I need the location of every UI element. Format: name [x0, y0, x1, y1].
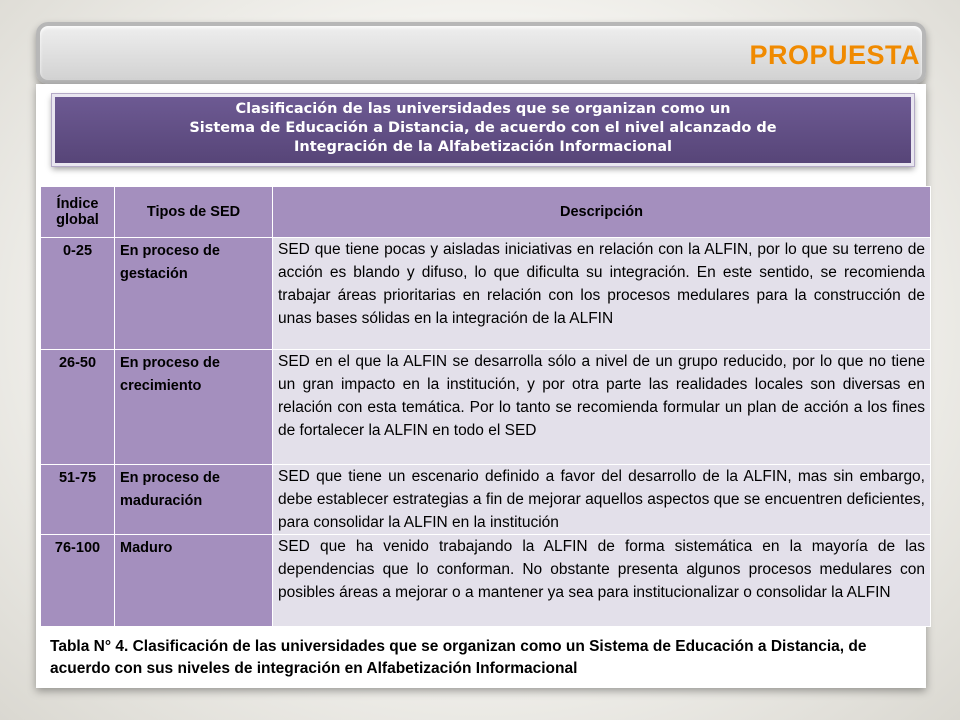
subtitle-line: Clasificación de las universidades que se organizan como un [235, 101, 731, 117]
row-index: 51-75 [41, 465, 115, 535]
header-type: Tipos de SED [115, 187, 273, 238]
row-description: SED que tiene pocas y aisladas iniciativas en relación con la ALFIN, por lo que su terreno de acción es blando y difuso, lo que dificulta su integración. En este sentido, se recomienda trabajar áreas prioritarias en relación con los procesos medulares para la construcción de unas bases sólidas en la integración de la ALFIN [273, 238, 931, 350]
subtitle-line: Integración de la Alfabetización Informacional [294, 139, 672, 155]
row-type: En proceso de crecimiento [115, 350, 273, 465]
row-type: En proceso de maduración [115, 465, 273, 535]
row-description: SED en el que la ALFIN se desarrolla sólo a nivel de un grupo reducido, por lo que no tiene un gran impacto en la institución, y por otra parte las realidades locales son diversas en relación con esta temática. Por lo tanto se recomienda formular un plan de acción a los fines de fortalecer la ALFIN en todo el SED [273, 350, 931, 465]
table-header-row [41, 187, 931, 238]
row-index: 76-100 [41, 535, 115, 627]
row-description: SED que ha venido trabajando la ALFIN de forma sistemática en la mayoría de las dependencias que lo conforman. No obstante presenta algunos procesos medulares con posibles áreas a mejorar o a mantener ya sea para institucionalizar o consolidar la ALFIN [273, 535, 931, 627]
classification-table [40, 186, 931, 627]
table-caption: Tabla N° 4. Clasificación de las universidades que se organizan como un Sistema de Educación a Distancia, de acuerdo con sus niveles de integración en Alfabetización Informacional [50, 638, 867, 677]
row-index: 0-25 [41, 238, 115, 350]
subtitle-line: Sistema de Educación a Distancia, de acuerdo con el nivel alcanzado de [189, 120, 777, 136]
table-row [41, 465, 931, 535]
row-type: Maduro [115, 535, 273, 627]
header-description: Descripción [273, 187, 931, 238]
row-type: En proceso de gestación [115, 238, 273, 350]
table-row [41, 350, 931, 465]
table-row [41, 238, 931, 350]
row-index: 26-50 [41, 350, 115, 465]
row-description: SED que tiene un escenario definido a favor del desarrollo de la ALFIN, mas sin embargo, debe establecer estrategias a fin de mejorar aquellos aspectos que se encuentren deficientes, para consolidar la ALFIN en la institución [273, 465, 931, 535]
slide-title: PROPUESTA [749, 40, 920, 70]
header-index: Índice global [41, 187, 115, 238]
subtitle-banner [52, 94, 914, 166]
table-row [41, 535, 931, 627]
